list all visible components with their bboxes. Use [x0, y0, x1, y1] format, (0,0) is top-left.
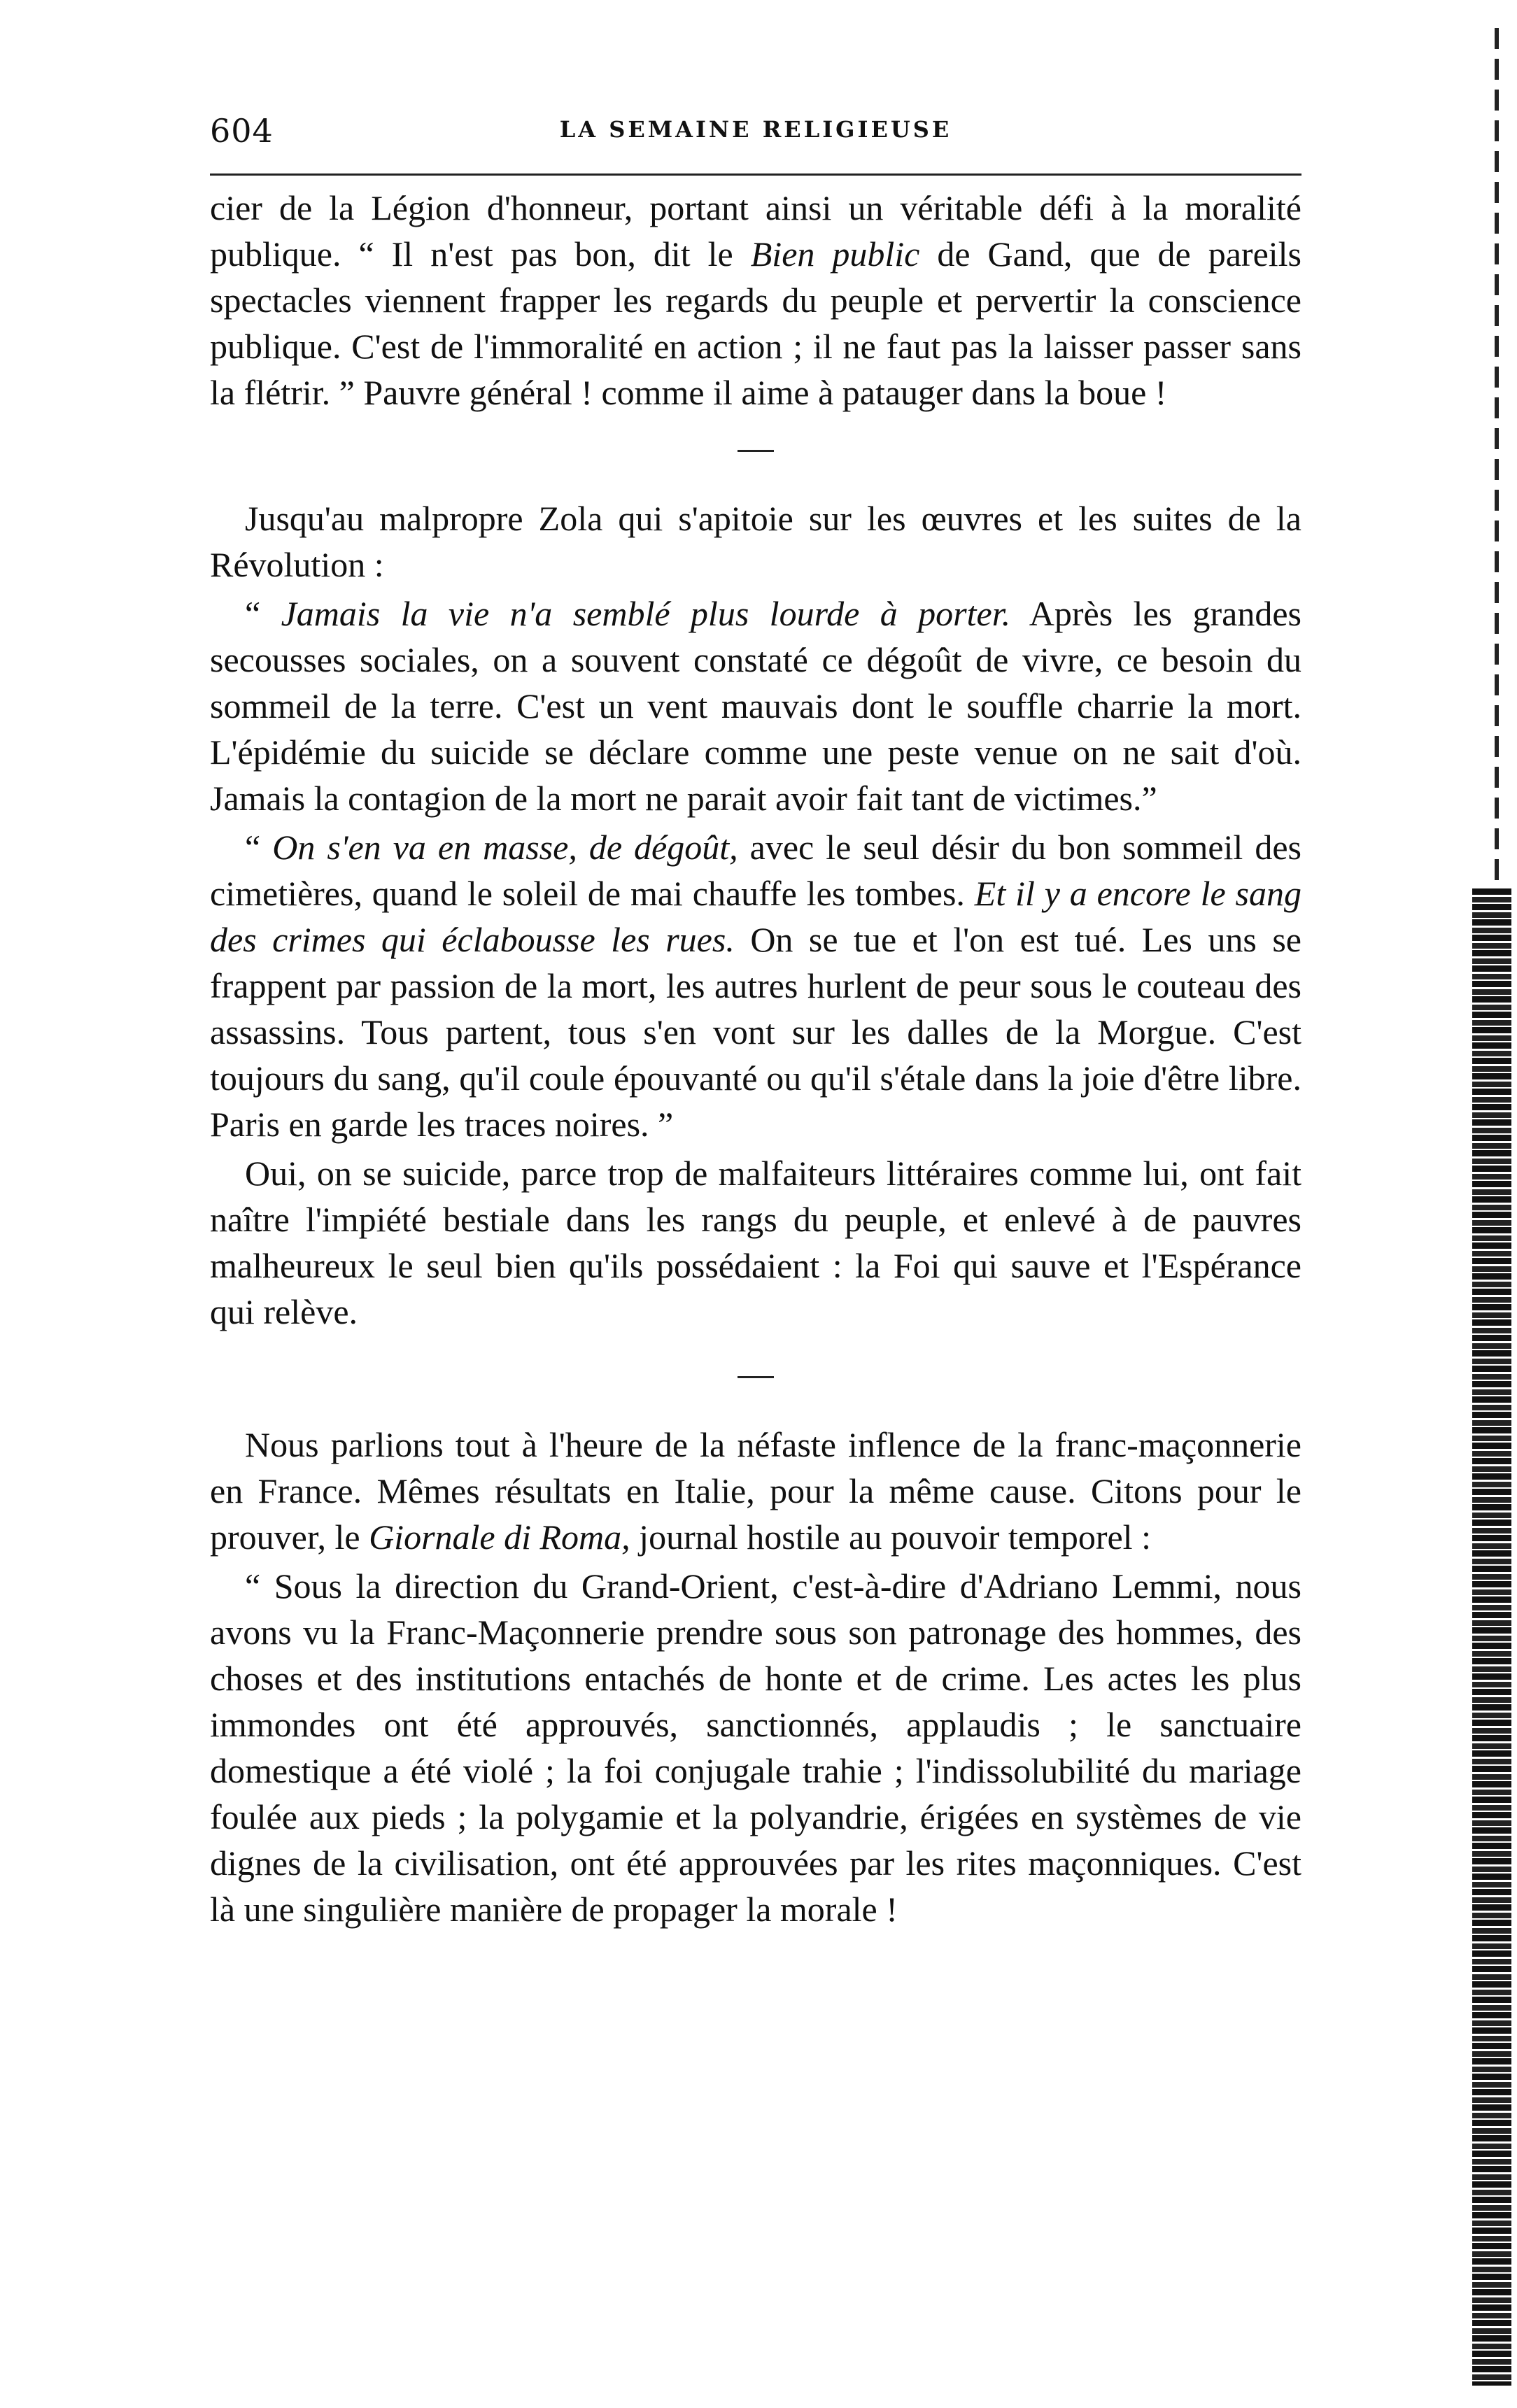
paragraph-2: [210, 495, 1301, 588]
text-segment: On s'en va en masse, de dégoût,: [272, 828, 738, 867]
text-segment: Bien public: [750, 234, 920, 274]
paragraph-3-quote: [210, 590, 1301, 821]
text-segment: journal hostile au pouvoir temporel :: [630, 1517, 1151, 1557]
paragraph-6: [210, 1422, 1301, 1560]
text-segment: de Gand, que de pareils spectacles viennent frapper les regards du peuple et pervertir la conscience publique. C'est de l'immoralité en action ; il ne faut pas la laisser passer sans la flétrir. ” Pauvre général ! comme il aime à patauger dans la boue !: [210, 234, 1302, 412]
paragraph-7-quote: [210, 1563, 1301, 1932]
scan-edge-artifact: [1448, 28, 1511, 2393]
text-segment: Jamais la vie n'a semblé plus lourde à porter.: [281, 594, 1011, 633]
text-segment: cier de la Légion d'honneur, portant ainsi un véritable défi à la moralité publique. “ Il n'est pas bon, dit le: [210, 188, 1301, 274]
text-segment: Après les grandes secousses sociales, on a souvent constaté ce dégoût de vivre, ce besoin du sommeil de la terre. C'est un vent mauvais dont le souffle charrie la mort. L'épidémie du suicide se déclare comme une peste venue on ne sait d'où. Jamais la contagion de la mort ne parait avoir fait tant de victimes.”: [210, 594, 1301, 818]
scan-edge-line: [1495, 28, 1499, 895]
text-segment: Jusqu'au malpropre Zola qui s'apitoie sur les œuvres et les suites de la Révolution :: [210, 499, 1301, 584]
paragraph-1: [210, 185, 1301, 416]
text-segment: On se tue et l'on est tué. Les uns se frappent par passion de la mort, les autres hurlent de peur sous le couteau des assassins. Tous partent, tous s'en vont sur les dalles de la Morgue. C'est toujours du sang, qu'il coule épouvanté ou qu'il s'étale dans la joie d'être libre. Paris en garde les traces noires. ”: [210, 920, 1301, 1144]
section-separator-2: [210, 1352, 1301, 1398]
scan-edge-bar: [1472, 888, 1511, 2386]
paragraph-5: [210, 1150, 1301, 1335]
text-segment: Oui, on se suicide, parce trop de malfaiteurs littéraires comme lui, ont fait naître l'impiété bestiale dans les rangs du peuple, et enlevé à de pauvres malheureux le seul bien qu'ils possédaient : la Foi qui sauve et l'Espérance qui relève.: [210, 1154, 1301, 1331]
body-text: [210, 185, 1301, 1932]
paragraph-4-quote: [210, 824, 1301, 1147]
text-segment: “ Sous la direction du Grand-Orient, c'est-à-dire d'Adriano Lemmi, nous avons vu la Franc-Maçonnerie prendre sous son patronage des hommes, des choses et des institutions entachés de honte et de crime. Les actes les plus immondes ont été approuvés, sanctionnés, applaudis ; le sanctuaire domestique a été violé ; la foi conjugale trahie ; l'indissolubilité du mariage foulée aux pieds ; la polygamie et la polyandrie, érigées en systèmes de vie dignes de la civilisation, ont été approuvées par les rites maçonniques. C'est là une singulière manière de propager la morale !: [210, 1566, 1301, 1929]
section-separator-1: [210, 425, 1301, 472]
text-segment: avec le seul désir du bon sommeil des cimetières, quand le soleil de mai chauffe les tombes.: [210, 828, 1301, 913]
text-segment: “: [245, 594, 281, 633]
text-segment: Nous parlions tout à l'heure de la néfaste inflence de la franc-maçonnerie en France. Mêmes résultats en Italie, pour la même cause. Citons pour le prouver, le: [210, 1425, 1301, 1557]
text-segment: “: [245, 828, 273, 867]
running-title: LA SEMAINE RELIGIEUSE: [559, 116, 952, 143]
text-segment: Et il y a encore le sang des crimes qui éclabousse les rues.: [210, 874, 1301, 959]
text-segment: Giornale di Roma,: [369, 1517, 630, 1557]
page-header: [210, 112, 1301, 161]
page-number: 604: [210, 112, 274, 150]
header-rule: [210, 173, 1301, 176]
